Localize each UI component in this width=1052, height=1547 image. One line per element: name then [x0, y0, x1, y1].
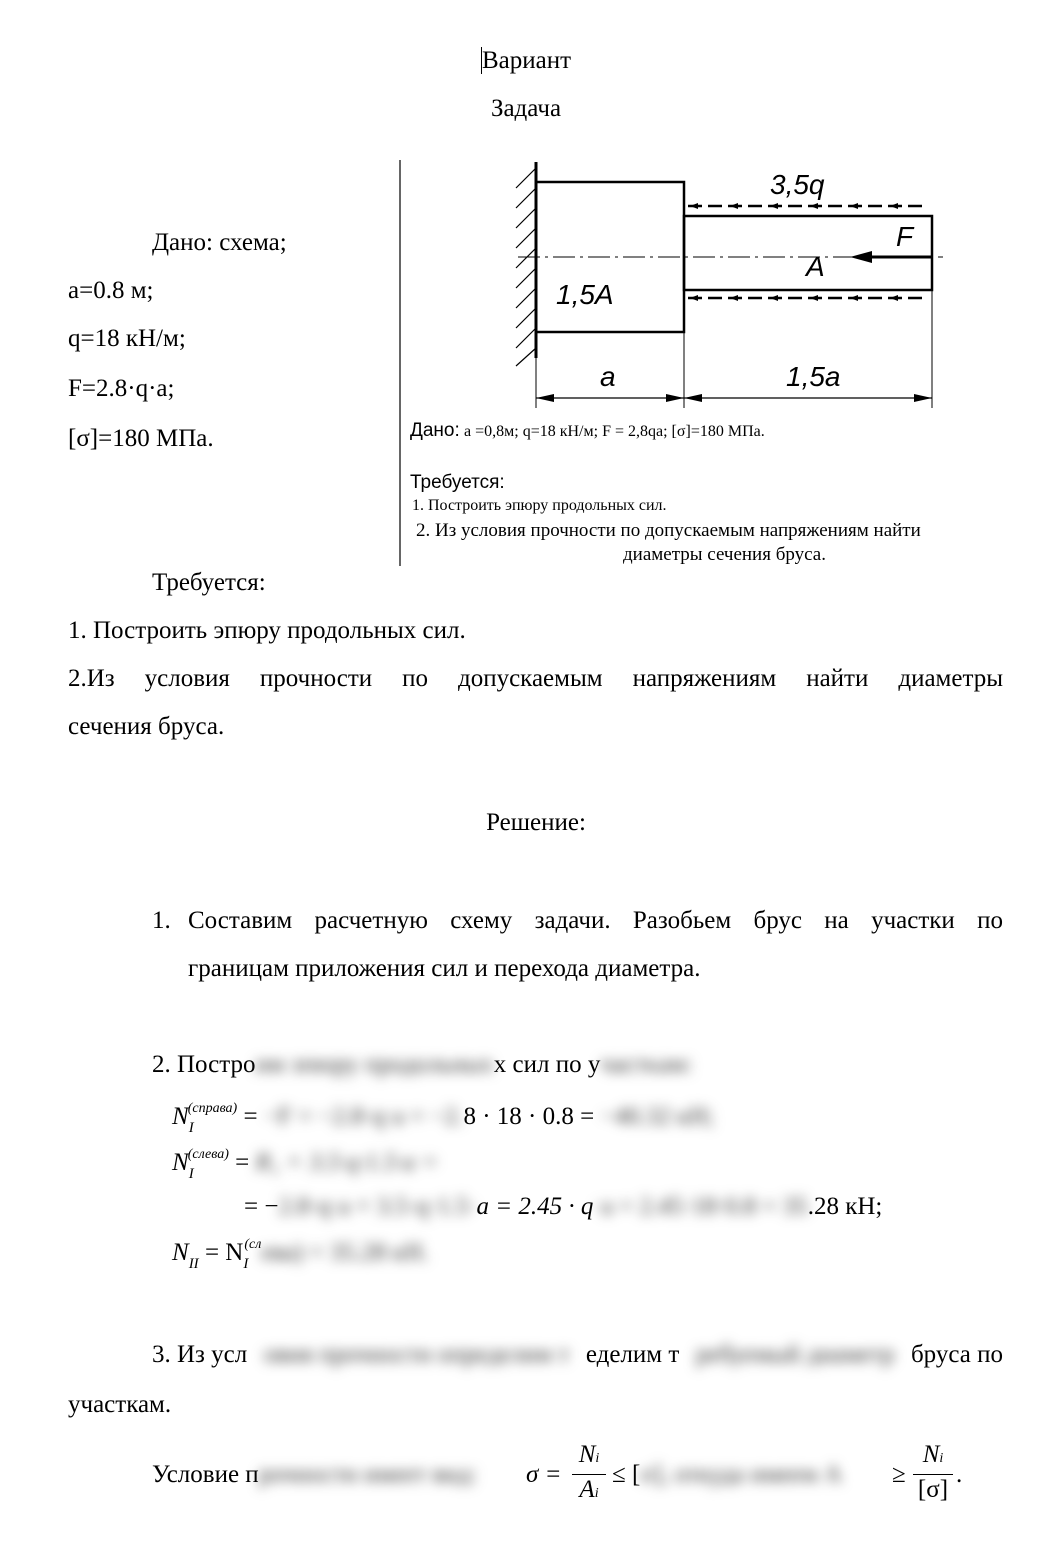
step3-blur-b: ребуемый диаметр	[695, 1341, 895, 1368]
step2-blur-a: им эпюру продольных	[255, 1051, 494, 1078]
dim-right-label: 1,5a	[786, 361, 841, 392]
step3-line1	[152, 1340, 1003, 1370]
condition-sigma: σ =	[526, 1461, 562, 1488]
eq1-visible: 8 · 18 · 0.8 =	[463, 1103, 595, 1130]
frac2-num: N	[922, 1441, 940, 1468]
step2-text-a: 2. Постро	[152, 1051, 256, 1078]
condition-fraction-2	[913, 1440, 953, 1505]
step1-number: 1.	[152, 907, 171, 934]
required-item-2a: 2.Из условия прочности по допускаемым напряжениям найти диаметры	[68, 665, 1003, 692]
equation-3	[244, 1192, 882, 1222]
solution-title: Решение:	[486, 809, 586, 836]
step2-text-b: х сил по у	[493, 1051, 601, 1078]
eq4-sup2: (сл	[244, 1237, 262, 1252]
eq4-lhs: N	[172, 1239, 189, 1266]
fraction2-denominator: [σ]	[917, 1476, 949, 1503]
step3-blur-a: овия прочности определим т	[263, 1341, 570, 1368]
fraction2-numerator	[913, 1440, 953, 1475]
eq2-lhs: N	[172, 1149, 189, 1176]
eq2-eq: =	[235, 1149, 250, 1176]
eq4-sub: II	[188, 1256, 199, 1272]
frac1-num: N	[578, 1441, 596, 1468]
frac2-num-sub: i	[939, 1451, 944, 1466]
dim-left-label: a	[600, 361, 616, 392]
eq3-text-a: = −	[244, 1193, 279, 1220]
eq3-blur-b: ·a = 2.45·18·0.8 = 35	[593, 1193, 808, 1220]
eq3-blur-a: 2.8·q·a + 3.5·q·1.5·	[278, 1193, 477, 1220]
caption-given: a =0,8м; q=18 кН/м; F = 2,8qa; [σ]=180 МПа.	[464, 423, 765, 440]
eq1-eq: =	[243, 1103, 258, 1130]
step2-blur-b: частκам:	[600, 1051, 693, 1078]
step3-line2: участкам.	[68, 1391, 172, 1418]
strength-condition	[152, 1460, 477, 1490]
eq4-blur: ева) = 35.28 кН.	[261, 1239, 429, 1266]
load-label: 3,5q	[770, 169, 825, 200]
area-right-label: A	[806, 251, 825, 282]
equation-4	[172, 1238, 429, 1272]
cond-blur-a: рочности имеет вид:	[258, 1461, 478, 1488]
step3-text-a: 3. Из усл	[152, 1341, 248, 1368]
caption-item2: 2. Из условия прочности по допускаемым напряжениям найти	[416, 520, 921, 541]
eq1-blur-2: −40.32 кН;	[600, 1103, 715, 1130]
condition-end: .	[956, 1461, 963, 1488]
frac1-num-sub: i	[595, 1451, 600, 1466]
page-title	[0, 46, 1052, 76]
condition-fraction-1	[572, 1440, 606, 1509]
eq1-sub: I	[188, 1120, 194, 1136]
cond-blur-b: σ], откуда имеем A	[640, 1461, 842, 1488]
given-q: q=18 кН/м;	[68, 325, 186, 352]
eq4-sub2: I	[243, 1256, 249, 1272]
frac1-den: A	[579, 1476, 595, 1503]
fraction1-numerator	[572, 1440, 606, 1475]
equation-1	[172, 1102, 714, 1136]
caption-required: Требуется:	[410, 472, 505, 493]
given-f: F=2.8·q·a;	[68, 375, 175, 402]
step3-text-c: бруса по	[910, 1341, 1003, 1368]
required-item-2b: сечения бруса.	[68, 713, 225, 740]
step3-text-b: еделим т	[585, 1341, 680, 1368]
frac1-den-sub: i	[594, 1486, 599, 1501]
caption-item1: 1. Построить эпюру продольных сил.	[412, 497, 667, 514]
eq4-eq: = N	[204, 1239, 244, 1266]
title-text: Вариант	[481, 47, 572, 74]
area-left-label: 1,5A	[556, 279, 614, 310]
cond-leq: ≤ [	[612, 1461, 641, 1488]
given-a: a=0.8 м;	[68, 277, 154, 304]
eq3-text-c: .28 кН;	[807, 1193, 883, 1220]
problem-figure	[398, 158, 1038, 568]
page-subtitle: Задача	[490, 95, 562, 122]
caption-item2b: диаметры сечения бруса.	[623, 544, 826, 565]
condition-leq	[612, 1460, 842, 1490]
condition-geq: ≥	[892, 1461, 906, 1488]
cond-text-a: Условие п	[152, 1461, 259, 1488]
eq3-text-b: a = 2.45 · q	[476, 1193, 594, 1220]
step1-line1: Составим расчетную схему задачи. Разобьем брус на участки по	[188, 907, 1003, 934]
caption-given-label: Дано:	[410, 420, 460, 441]
step1-line2: границам приложения сил и перехода диаметра.	[188, 955, 701, 982]
given-sigma: [σ]=180 МПа.	[68, 425, 214, 452]
equation-2	[172, 1148, 438, 1182]
required-label: Требуется:	[152, 569, 266, 596]
step2-line	[152, 1050, 693, 1080]
eq2-sup: (слева)	[187, 1147, 229, 1162]
required-item-1: 1. Построить эпюру продольных сил.	[68, 617, 466, 644]
eq2-sub: I	[188, 1166, 194, 1182]
eq1-blur: −F = −2.8·q·a = −2.	[263, 1103, 464, 1130]
eq1-lhs: N	[172, 1103, 189, 1130]
force-label: F	[896, 221, 914, 252]
fraction1-denominator	[572, 1475, 606, 1509]
eq1-sup: (справа)	[187, 1101, 238, 1116]
bar-scheme-diagram	[398, 158, 1038, 568]
eq2-blur: R₁ + 3.5·q·1.5·a =	[255, 1149, 439, 1176]
given-label: Дано: схема;	[152, 229, 287, 256]
